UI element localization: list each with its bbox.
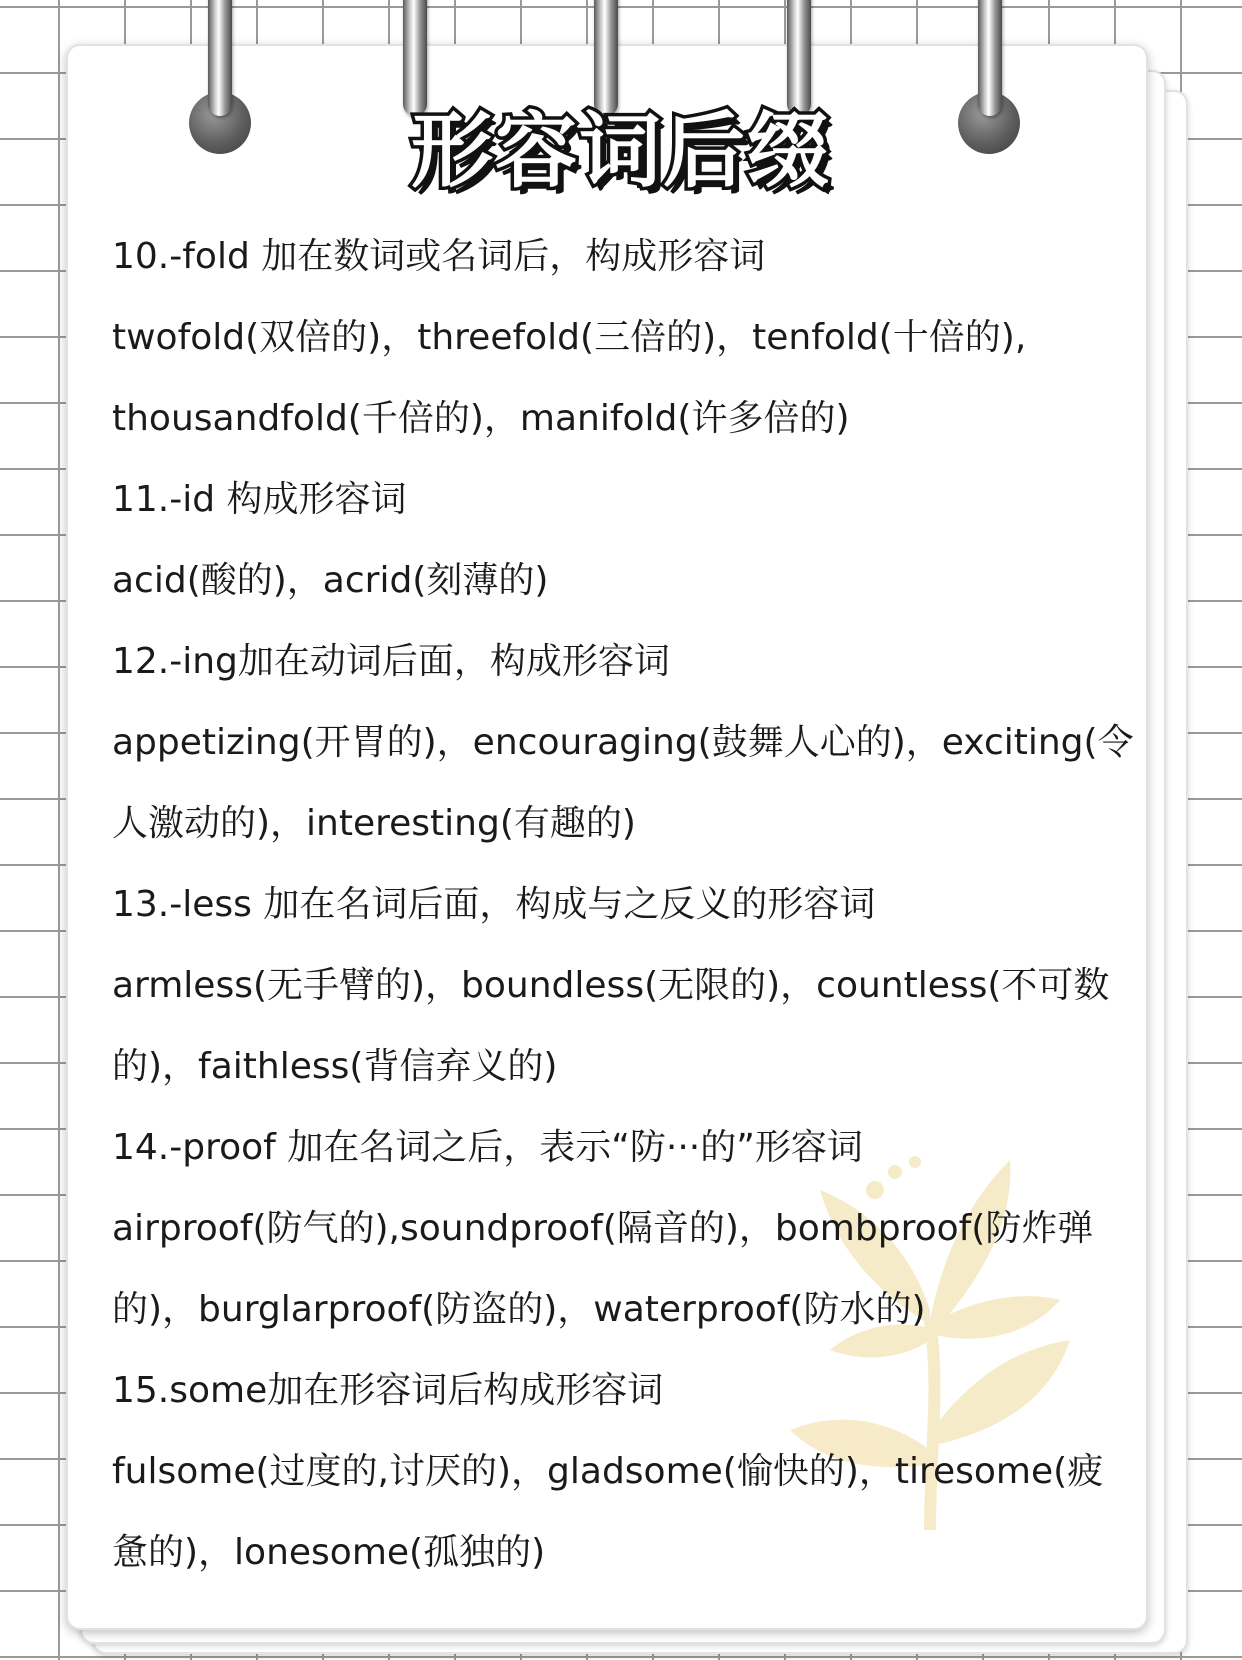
example-line: acid(酸的)，acrid(刻薄的) xyxy=(112,560,549,601)
example-line: airproof(防气的),soundproof(隔音的)，bombproof(防炸弹 xyxy=(112,1208,1094,1249)
section-heading-fold: 10.-fold 加在数词或名词后，构成形容词 xyxy=(112,236,766,277)
section-heading-id: 11.-id 构成形容词 xyxy=(112,479,407,520)
example-line: 的)，faithless(背信弃义的) xyxy=(112,1046,558,1087)
example-line: 人激动的)，interesting(有趣的) xyxy=(112,803,636,844)
example-line: twofold(双倍的)，threefold(三倍的)，tenfold(十倍的), xyxy=(112,317,1027,358)
section-heading-proof: 14.-proof 加在名词之后，表示“防···的”形容词 xyxy=(112,1127,863,1168)
example-line: armless(无手臂的)，boundless(无限的)，countless(不可数 xyxy=(112,965,1110,1006)
example-line: 惫的)，lonesome(孤独的) xyxy=(112,1532,546,1573)
section-heading-some: 15.some加在形容词后构成形容词 xyxy=(112,1370,664,1411)
example-line: appetizing(开胃的)，encouraging(鼓舞人心的)，exciting(令 xyxy=(112,722,1134,763)
page-title: 形容词后缀 xyxy=(410,104,831,199)
example-line: fulsome(过度的,讨厌的)，gladsome(愉快的)，tiresome(疲 xyxy=(112,1451,1104,1492)
example-line: thousandfold(千倍的)，manifold(许多倍的) xyxy=(112,398,850,439)
content-body xyxy=(112,216,1132,1593)
section-heading-ing: 12.-ing加在动词后面，构成形容词 xyxy=(112,641,670,682)
section-heading-less: 13.-less 加在名词后面，构成与之反义的形容词 xyxy=(112,884,876,925)
example-line: 的)，burglarproof(防盗的)，waterproof(防水的) xyxy=(112,1289,926,1330)
